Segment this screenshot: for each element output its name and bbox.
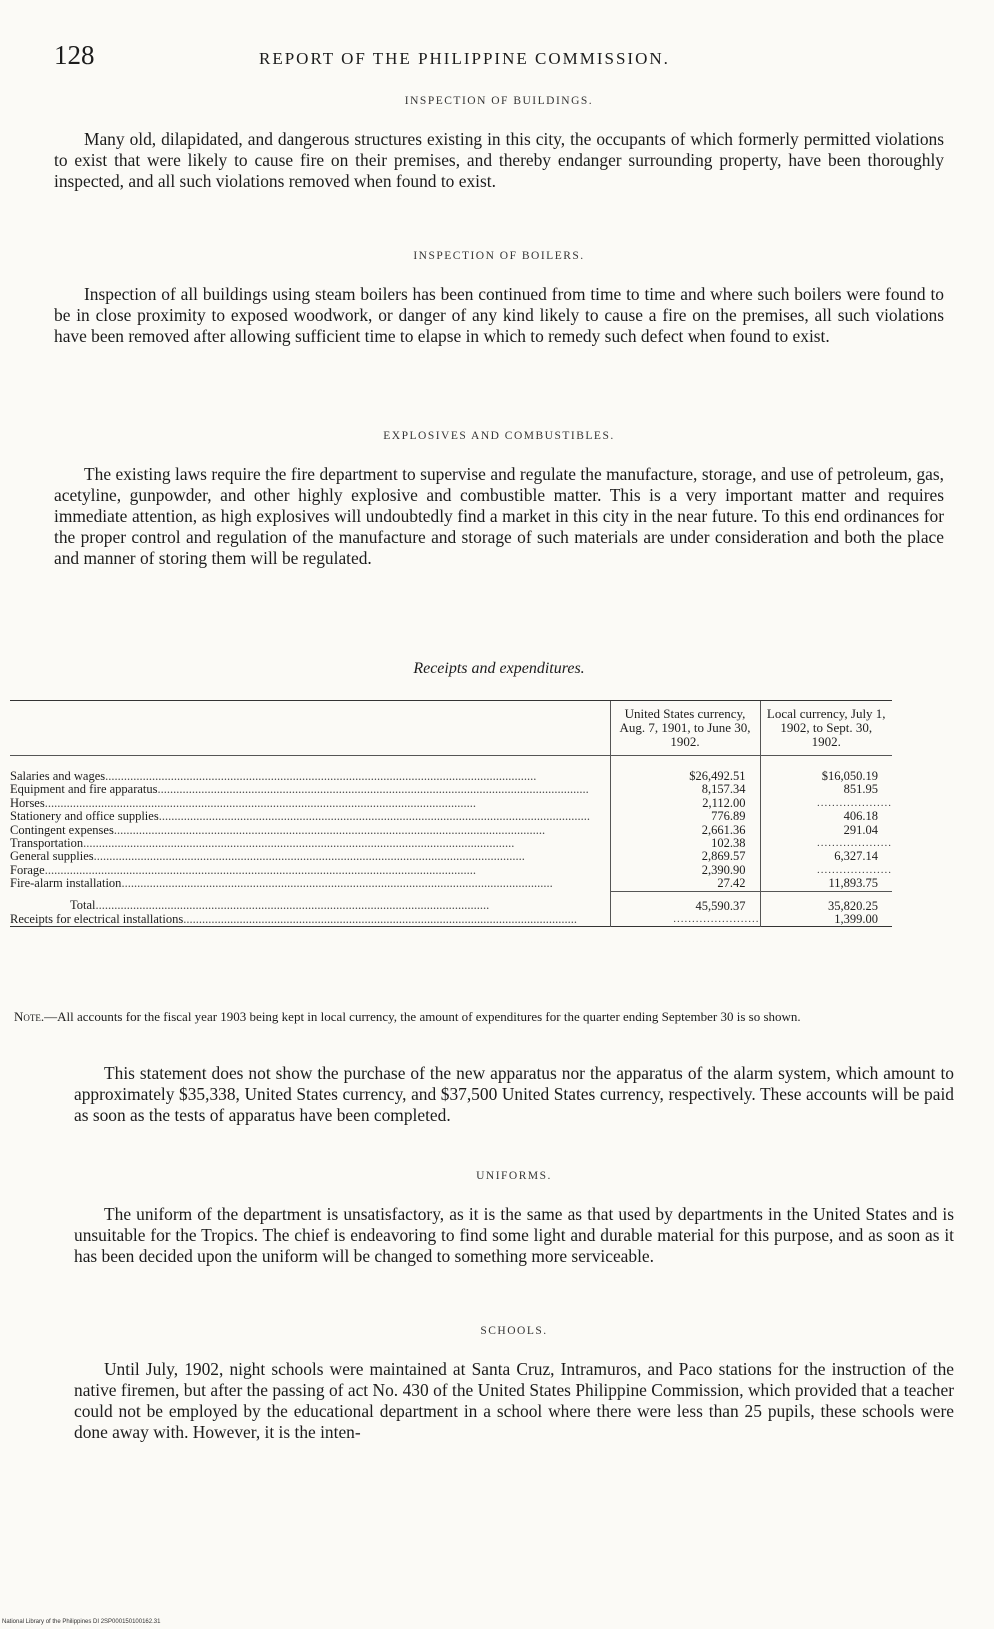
row-label-text: Equipment and fire apparatus [10,783,158,797]
table-note [14,1010,894,1025]
leader-dots: .............................................................................................................................. [95,899,490,913]
section-heading-schools: SCHOOLS. [480,1325,548,1337]
total-label: Total [70,899,96,913]
leader-dots: .......................................................................................................................................... [83,837,515,851]
us-value: 8,157.34 [701,782,746,797]
us-value: 2,112.00 [702,795,746,810]
leader-dots: .......................................................................................................................................... [113,823,546,837]
section-heading-uniforms: UNIFORMS. [476,1170,552,1182]
note-text: —All accounts for the fiscal year 1903 being kept in local currency, the amount of expenditures for the quarter ending September 30 is so shown. [44,1009,801,1024]
us-value: 2,869.57 [701,849,746,864]
local-value: 406.18 [843,809,878,824]
us-value: 2,661.36 [701,822,746,837]
row-label-text: Contingent expenses [10,823,114,837]
us-total-value: 45,590.37 [695,898,746,913]
running-head: REPORT OF THE PHILIPPINE COMMISSION. [259,49,670,68]
leader-dots: .......................................................................................................................................... [121,877,553,891]
table-total-row [10,891,892,927]
row-label-text: Salaries and wages [10,770,106,783]
us-value: 102.38 [711,836,746,851]
leader-dots: .......................................................................................................................................... [44,863,476,877]
local-value-blank: .................... [817,837,892,850]
page-number: 128 [54,40,95,70]
us-value: 776.89 [711,809,746,824]
paragraph-explosives: The existing laws require the fire department to supervise and regulate the manufacture, storage, and use of petroleum, gas, acetyline, gunpowder, and other highly explosive and combustible matter. This is a very important matter and requires immediate attention, as high explosives will undoubtedly find a market in this city in the near future. To this end ordinances for the proper control and regulation of the manufacture and storage of such materials are under consideration and both the place and manner of storing them will be regulated. [54,464,944,568]
row-label-text: General supplies [10,850,94,864]
table-bottom-rule [10,927,892,930]
row-label-text: Stationery and office supplies [10,810,159,824]
leader-dots: .............................................................................................................................. [183,912,577,926]
table-caption: Receipts and expenditures. [413,660,585,677]
us-total-cell [610,891,760,927]
section-heading-boilers: INSPECTION OF BOILERS. [413,250,585,262]
local-value: 6,327.14 [834,849,878,864]
row-label-text: Forage [10,863,45,877]
table-row-label [10,810,610,823]
page-header [54,40,944,80]
section-heading-explosives: EXPLOSIVES AND COMBUSTIBLES. [383,430,615,442]
table-row-label [10,770,610,783]
table-row-label [10,864,610,877]
leader-dots: .......................................................................................................................................... [157,783,589,797]
local-value: 291.04 [843,822,878,837]
table-row-label [10,783,610,796]
total-labels-cell [10,891,610,927]
row-labels-cell [10,756,610,892]
paragraph-schools: Until July, 1902, night schools were maintained at Santa Cruz, Intramuros, and Paco stations for the instruction of the native firemen, but after the passing of act No. 430 of the United States Philippine Commission, which provided that a teacher could not be employed by the educational department in a school where there were less than 25 pupils, these schools were done away with. However, it is the inten- [74,1359,954,1442]
paragraph-buildings: Many old, dilapidated, and dangerous structures existing in this city, the occupants of which formerly permitted violations to exist that were likely to cause fire on their premises, and thereby endanger surrounding property, have been thoroughly inspected, and all such violations removed when found to exist. [54,129,944,191]
receipts-expenditures-table [10,700,892,929]
local-receipts-value: 1,399.00 [834,912,878,927]
row-label-text: Transportation [10,837,84,851]
local-value: 851.95 [843,782,878,797]
table-header-row [10,701,892,756]
table-row-label [10,837,610,850]
local-value-blank: .................... [817,796,892,809]
document-page [54,40,944,677]
table-row-label [10,877,610,890]
scan-footer: National Library of the Philippines DI 2SP000150100162.31 [2,1619,161,1625]
local-total-cell [760,891,892,927]
column-header-us-currency: United States currency, Aug. 7, 1901, to June 30, 1902. [610,701,760,756]
us-values [611,770,760,891]
local-value: $16,050.19 [821,769,878,783]
bottom-rule [10,927,892,930]
us-value: 2,390.90 [701,862,746,877]
row-label-text: Fire-alarm installation [10,877,122,891]
table-row-label [10,824,610,837]
paragraph-statement: This statement does not show the purchase of the new apparatus nor the apparatus of the alarm system, which amount to approximately $35,338, United States currency, and $37,500 United States currency, respectively. These accounts will be paid as soon as the tests of apparatus have been completed. [74,1063,954,1125]
leader-dots: .......................................................................................................................................... [93,850,525,864]
table-header-blank [10,701,610,756]
receipts-label: Receipts for electrical installations [10,912,184,926]
paragraph-uniforms: The uniform of the department is unsatisfactory, as it is the same as that used by departments in the United States and is unsuitable for the Tropics. The chief is endeavoring to find some light and durable material for this purpose, and as soon as it has been decided upon the uniform will be changed to something more serviceable. [74,1204,954,1266]
us-receipts-blank: ....................... [673,913,760,926]
row-label-text: Horses [10,796,45,810]
leader-dots: .......................................................................................................................................... [44,796,476,810]
column-header-local-currency: Local currency, July 1, 1902, to Sept. 30, 1902. [760,701,892,756]
section-heading-buildings: INSPECTION OF BUILDINGS. [404,95,594,107]
table-row-label [10,850,610,863]
local-total-value: 35,820.25 [828,898,878,913]
paragraph-boilers: Inspection of all buildings using steam boilers has been continued from time to time and where such boilers were found to be in close proximity to exposed woodwork, or danger of any kind likely to cause a fire on the premises, all such violations have been removed after allowing sufficient time to elapse in which to remedy such defect when found to exist. [54,284,944,346]
local-values [761,770,893,891]
local-value: 11,893.75 [828,876,878,891]
row-labels [10,770,610,891]
us-value: $26,492.51 [689,769,746,783]
note-lead: Note. [14,1009,45,1024]
total-label-line [10,899,610,912]
us-value: 27.42 [717,876,746,891]
leader-dots: .......................................................................................................................................... [158,810,590,824]
local-value-blank: .................... [817,863,892,876]
receipts-label-line [10,913,610,926]
table-row-label [10,797,610,810]
local-values-cell [760,756,892,892]
table-body-row [10,756,892,892]
us-values-cell [610,756,760,892]
leader-dots: .......................................................................................................................................... [105,770,537,783]
